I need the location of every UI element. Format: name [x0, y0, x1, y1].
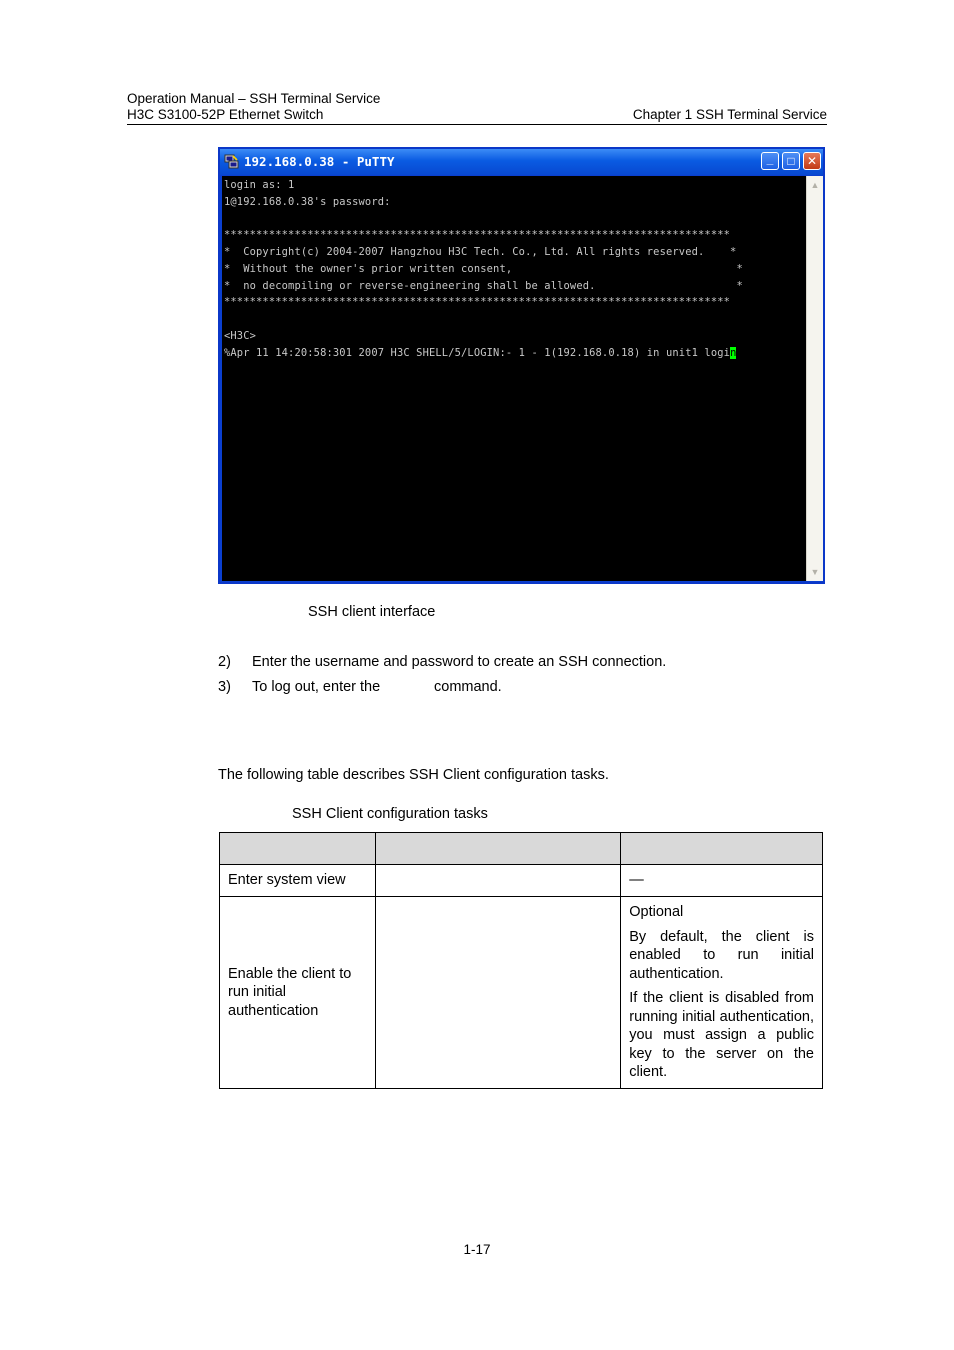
putty-title: 192.168.0.38 - PuTTY — [244, 154, 395, 169]
terminal-line: login as: 1 — [224, 179, 295, 191]
step-number: 2) — [218, 654, 231, 670]
step-text-before: To log out, enter the — [252, 679, 381, 695]
table-header-row — [220, 833, 823, 865]
step-text: Enter the username and password to create an SSH connection. — [252, 654, 667, 670]
table-header-cell — [220, 833, 376, 865]
config-tasks-table — [219, 832, 823, 1089]
page-number: 1-17 — [463, 1242, 491, 1257]
terminal-line: * Copyright(c) 2004-2007 Hangzhou H3C Tech. Co., Ltd. All rights reserved. * — [224, 246, 737, 258]
intro-paragraph: The following table describes SSH Client configuration tasks. — [218, 767, 609, 783]
figure-caption: SSH client interface — [308, 604, 436, 620]
remarks-note: If the client is disabled from running initial authentication, you must assign a public key to the server on the client. — [629, 990, 814, 1081]
operation-cell: Enter system view — [220, 865, 376, 897]
remarks-cell — [621, 897, 823, 1089]
remarks-optional: Optional — [629, 904, 684, 921]
terminal-screen[interactable] — [222, 176, 806, 581]
header-product: H3C S3100-52P Ethernet Switch — [127, 107, 324, 122]
putty-icon — [224, 153, 240, 169]
table-caption: SSH Client configuration tasks — [292, 806, 488, 822]
terminal-last-line — [224, 347, 736, 359]
table-row — [220, 865, 823, 897]
maximize-button[interactable]: □ — [782, 152, 800, 170]
terminal-line: %Apr 11 14:20:58:301 2007 H3C SHELL/5/LOGIN:- 1 - 1(192.168.0.18) in unit1 logi — [224, 347, 731, 359]
table-header-cell — [621, 833, 823, 865]
terminal-line: ******************************************************************************* — [224, 296, 731, 308]
minimize-button[interactable]: _ — [761, 152, 779, 170]
remarks-cell: — — [621, 865, 823, 897]
scroll-down-icon[interactable]: ▼ — [810, 567, 820, 577]
terminal-line: * Without the owner's prior written consent, * — [224, 263, 743, 275]
table-row — [220, 897, 823, 1089]
terminal-line: <H3C> — [224, 330, 257, 342]
terminal-line: ******************************************************************************* — [224, 229, 731, 241]
putty-window — [218, 147, 825, 584]
close-button[interactable]: ✕ — [803, 152, 821, 170]
terminal-line: * no decompiling or reverse-engineering shall be allowed. * — [224, 280, 743, 292]
command-cell — [375, 897, 620, 1089]
header-chapter: Chapter 1 SSH Terminal Service — [632, 107, 827, 122]
table-header-cell — [375, 833, 620, 865]
terminal-cursor: n — [730, 347, 737, 359]
step-number: 3) — [218, 679, 231, 695]
remarks-default: By default, the client is enabled to run initial authentication. — [629, 928, 814, 982]
terminal-line: 1@192.168.0.38's password: — [224, 196, 391, 208]
scroll-up-icon[interactable]: ▲ — [810, 180, 820, 190]
header-rule — [127, 124, 827, 125]
operation-cell: Enable the client to run initial authentication — [220, 897, 376, 1089]
step-text-after: command. — [434, 679, 502, 695]
command-cell — [375, 865, 620, 897]
terminal-scrollbar[interactable] — [806, 176, 823, 581]
putty-titlebar[interactable] — [220, 149, 823, 175]
header-manual-title: Operation Manual – SSH Terminal Service — [127, 91, 381, 106]
